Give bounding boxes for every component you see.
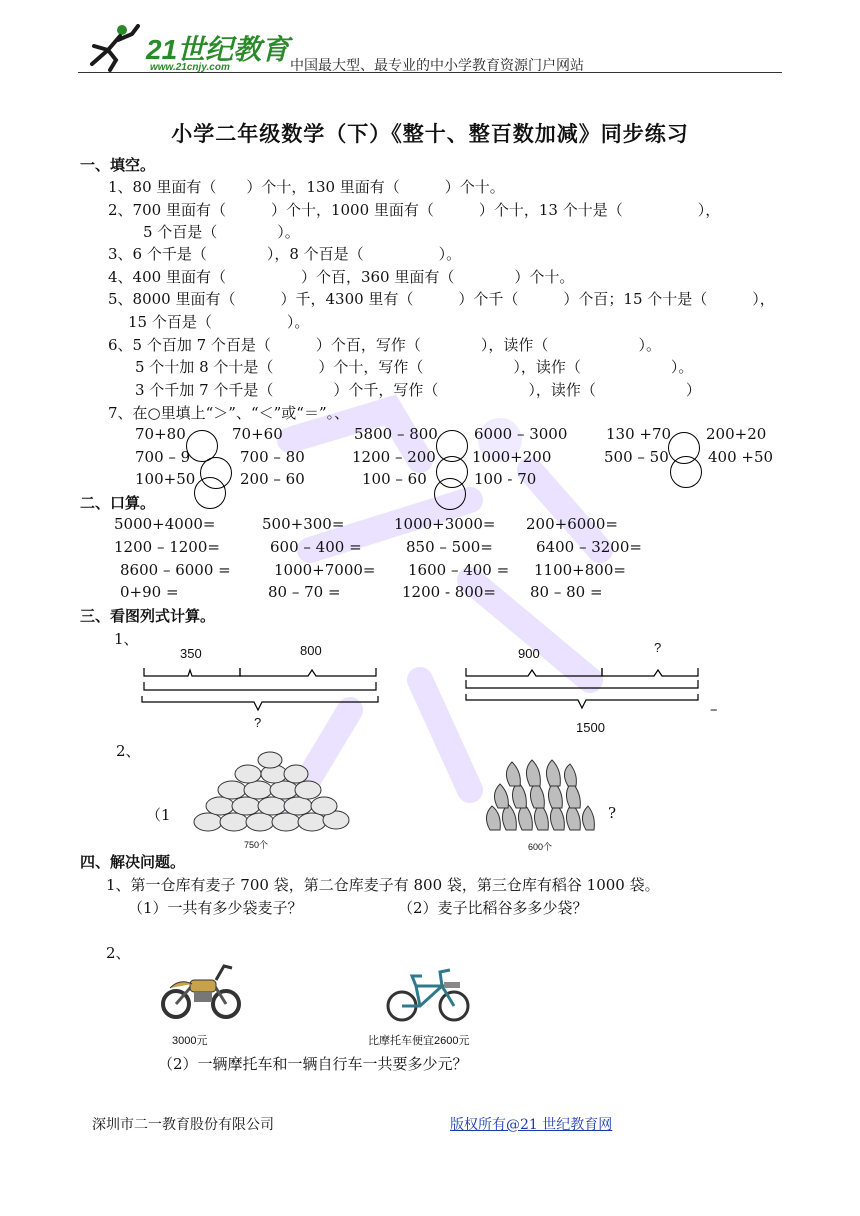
fruit-pile-icon xyxy=(186,750,356,834)
compare-expr: 130 +70 xyxy=(606,425,672,443)
problem-1a: （1）一共有多少袋麦子？ xyxy=(128,899,303,917)
diagram1-total: ? xyxy=(254,715,262,730)
compare-expr: 1000+200 xyxy=(472,448,552,466)
compare-expr: 500 – 50 xyxy=(604,448,669,466)
bicycle-icon xyxy=(386,966,470,1024)
logo[interactable] xyxy=(82,24,142,76)
compare-expr: 70+80 xyxy=(135,425,186,443)
section-2-heading: 二、口算。 xyxy=(80,494,156,512)
compare-expr: 5800 – 800 xyxy=(354,425,438,443)
fill-line-6: 6、5 个百加 7 个百是（ ）个百，写作（ ），读作（ ）。 xyxy=(108,336,661,354)
compare-circle[interactable] xyxy=(194,477,226,509)
compare-expr: 6000 – 3000 xyxy=(474,425,568,443)
fill-line-2b: 5 个百是（ ）。 xyxy=(143,223,300,241)
pile1-count: 750个 xyxy=(244,840,269,850)
compare-expr: 400 +50 xyxy=(708,448,774,466)
oral-calc: 1000+3000= xyxy=(394,515,496,533)
oral-calc: 80 – 80 = xyxy=(530,583,603,601)
oral-calc: 0+90 = xyxy=(120,583,179,601)
oral-calc: 600 – 400 = xyxy=(270,538,362,556)
compare-expr: 700 – 9 xyxy=(135,448,191,466)
fill-line-4: 4、400 里面有（ ）个百，360 里面有（ ）个十。 xyxy=(108,268,575,286)
oral-calc: 6400 – 3200= xyxy=(536,538,642,556)
compare-expr: 100 – 60 xyxy=(362,470,427,488)
oral-calc: 1200 - 800= xyxy=(402,583,496,601)
compare-expr: 200+20 xyxy=(706,425,767,443)
section-4-heading: 四、解决问题。 xyxy=(80,853,186,871)
compare-expr: 100 - 70 xyxy=(474,470,537,488)
logo-url: www.21cnjy.com xyxy=(150,62,230,73)
fill-line-3: 3、6 个千是（ ），8 个百是（ ）。 xyxy=(108,245,462,263)
oral-calc: 200+6000= xyxy=(526,515,618,533)
diagram2-dash: – xyxy=(710,700,718,718)
compare-expr: 70+60 xyxy=(232,425,283,443)
oral-calc: 5000+4000= xyxy=(114,515,216,533)
question-label: 1、 xyxy=(114,630,139,648)
motorcycle-price: 3000元 xyxy=(172,1035,208,1047)
diagram2-total: 1500 xyxy=(576,720,605,735)
oral-calc: 1600 – 400 = xyxy=(408,561,510,579)
site-slogan: 中国最大型、最专业的中小学教育资源门户网站 xyxy=(290,58,584,74)
fill-line-5: 5、8000 里面有（ ）千，4300 里有（ ）个千（ ）个百；15 个十是（ ）， xyxy=(108,290,775,308)
footer-company: 深圳市二一教育股份有限公司 xyxy=(92,1117,274,1133)
oral-calc: 850 – 500= xyxy=(406,538,493,556)
pile1-prefix: （1 xyxy=(146,806,171,824)
motorcycle-icon xyxy=(160,958,242,1024)
section-3-heading: 三、看图列式计算。 xyxy=(80,607,216,625)
compare-expr: 100+50 xyxy=(135,470,196,488)
fill-line-2: 2、700 里面有（ ）个十，1000 里面有（ ）个十，13 个十是（ ）， xyxy=(108,201,721,219)
header-divider xyxy=(78,72,782,73)
pile2-question: ? xyxy=(608,804,617,822)
diagram1-part-a: 350 xyxy=(180,646,202,661)
compare-circle[interactable] xyxy=(434,478,466,510)
oral-calc: 1100+800= xyxy=(534,561,626,579)
compare-expr: 700 – 80 xyxy=(240,448,305,466)
diagram1-part-b: 800 xyxy=(300,643,322,658)
fill-line-6b: 5 个十加 8 个十是（ ）个十，写作（ ），读作（ ）。 xyxy=(135,358,694,376)
fill-line-7: 7、在○里填上“＞”、“＜”或“＝”。、 xyxy=(108,404,350,422)
oral-calc: 1200 – 1200= xyxy=(114,538,220,556)
page-title: 小学二年级数学（下）《整十、整百数加减》同步练习 xyxy=(171,121,689,146)
oral-calc: 500+300= xyxy=(262,515,345,533)
diagram2-part-a: 900 xyxy=(518,646,540,661)
oral-calc: 8600 – 6000 = xyxy=(120,561,231,579)
fill-line-6c: 3 个千加 7 个千是（ ）个千，写作（ ），读作（ ） xyxy=(135,381,701,399)
compare-expr: 200 – 60 xyxy=(240,470,305,488)
compare-expr: 1200 – 200 xyxy=(352,448,436,466)
diagram2-part-b: ? xyxy=(654,640,662,655)
section-1-heading: 一、填空。 xyxy=(80,156,156,174)
compare-circle[interactable] xyxy=(670,456,702,488)
problem-2a: （2）一辆摩托车和一辆自行车一共要多少元？ xyxy=(158,1055,468,1073)
oral-calc: 80 – 70 = xyxy=(268,583,341,601)
logo-text: 21世纪教育 xyxy=(146,34,290,65)
bicycle-note: 比摩托车便宜2600元 xyxy=(368,1035,470,1047)
pear-pile-icon xyxy=(480,754,600,834)
fill-line-1: 1、80 里面有（ ）个十，130 里面有（ ）个十。 xyxy=(108,178,505,196)
problem-1b: （2）麦子比稻谷多多少袋？ xyxy=(398,899,588,917)
question-label: 2、 xyxy=(116,742,141,760)
problem-1: 1、第一仓库有麦子 700 袋，第二仓库麦子有 800 袋，第三仓库有稻谷 1000 袋。 xyxy=(106,876,660,894)
question-label: 2、 xyxy=(106,944,131,962)
pile2-count: 600个 xyxy=(528,842,553,852)
runner-icon xyxy=(82,24,142,72)
oral-calc: 1000+7000= xyxy=(274,561,376,579)
fill-line-5b: 15 个百是（ ）。 xyxy=(128,313,310,331)
footer-copyright-link[interactable]: 版权所有@21 世纪教育网 xyxy=(450,1117,613,1133)
